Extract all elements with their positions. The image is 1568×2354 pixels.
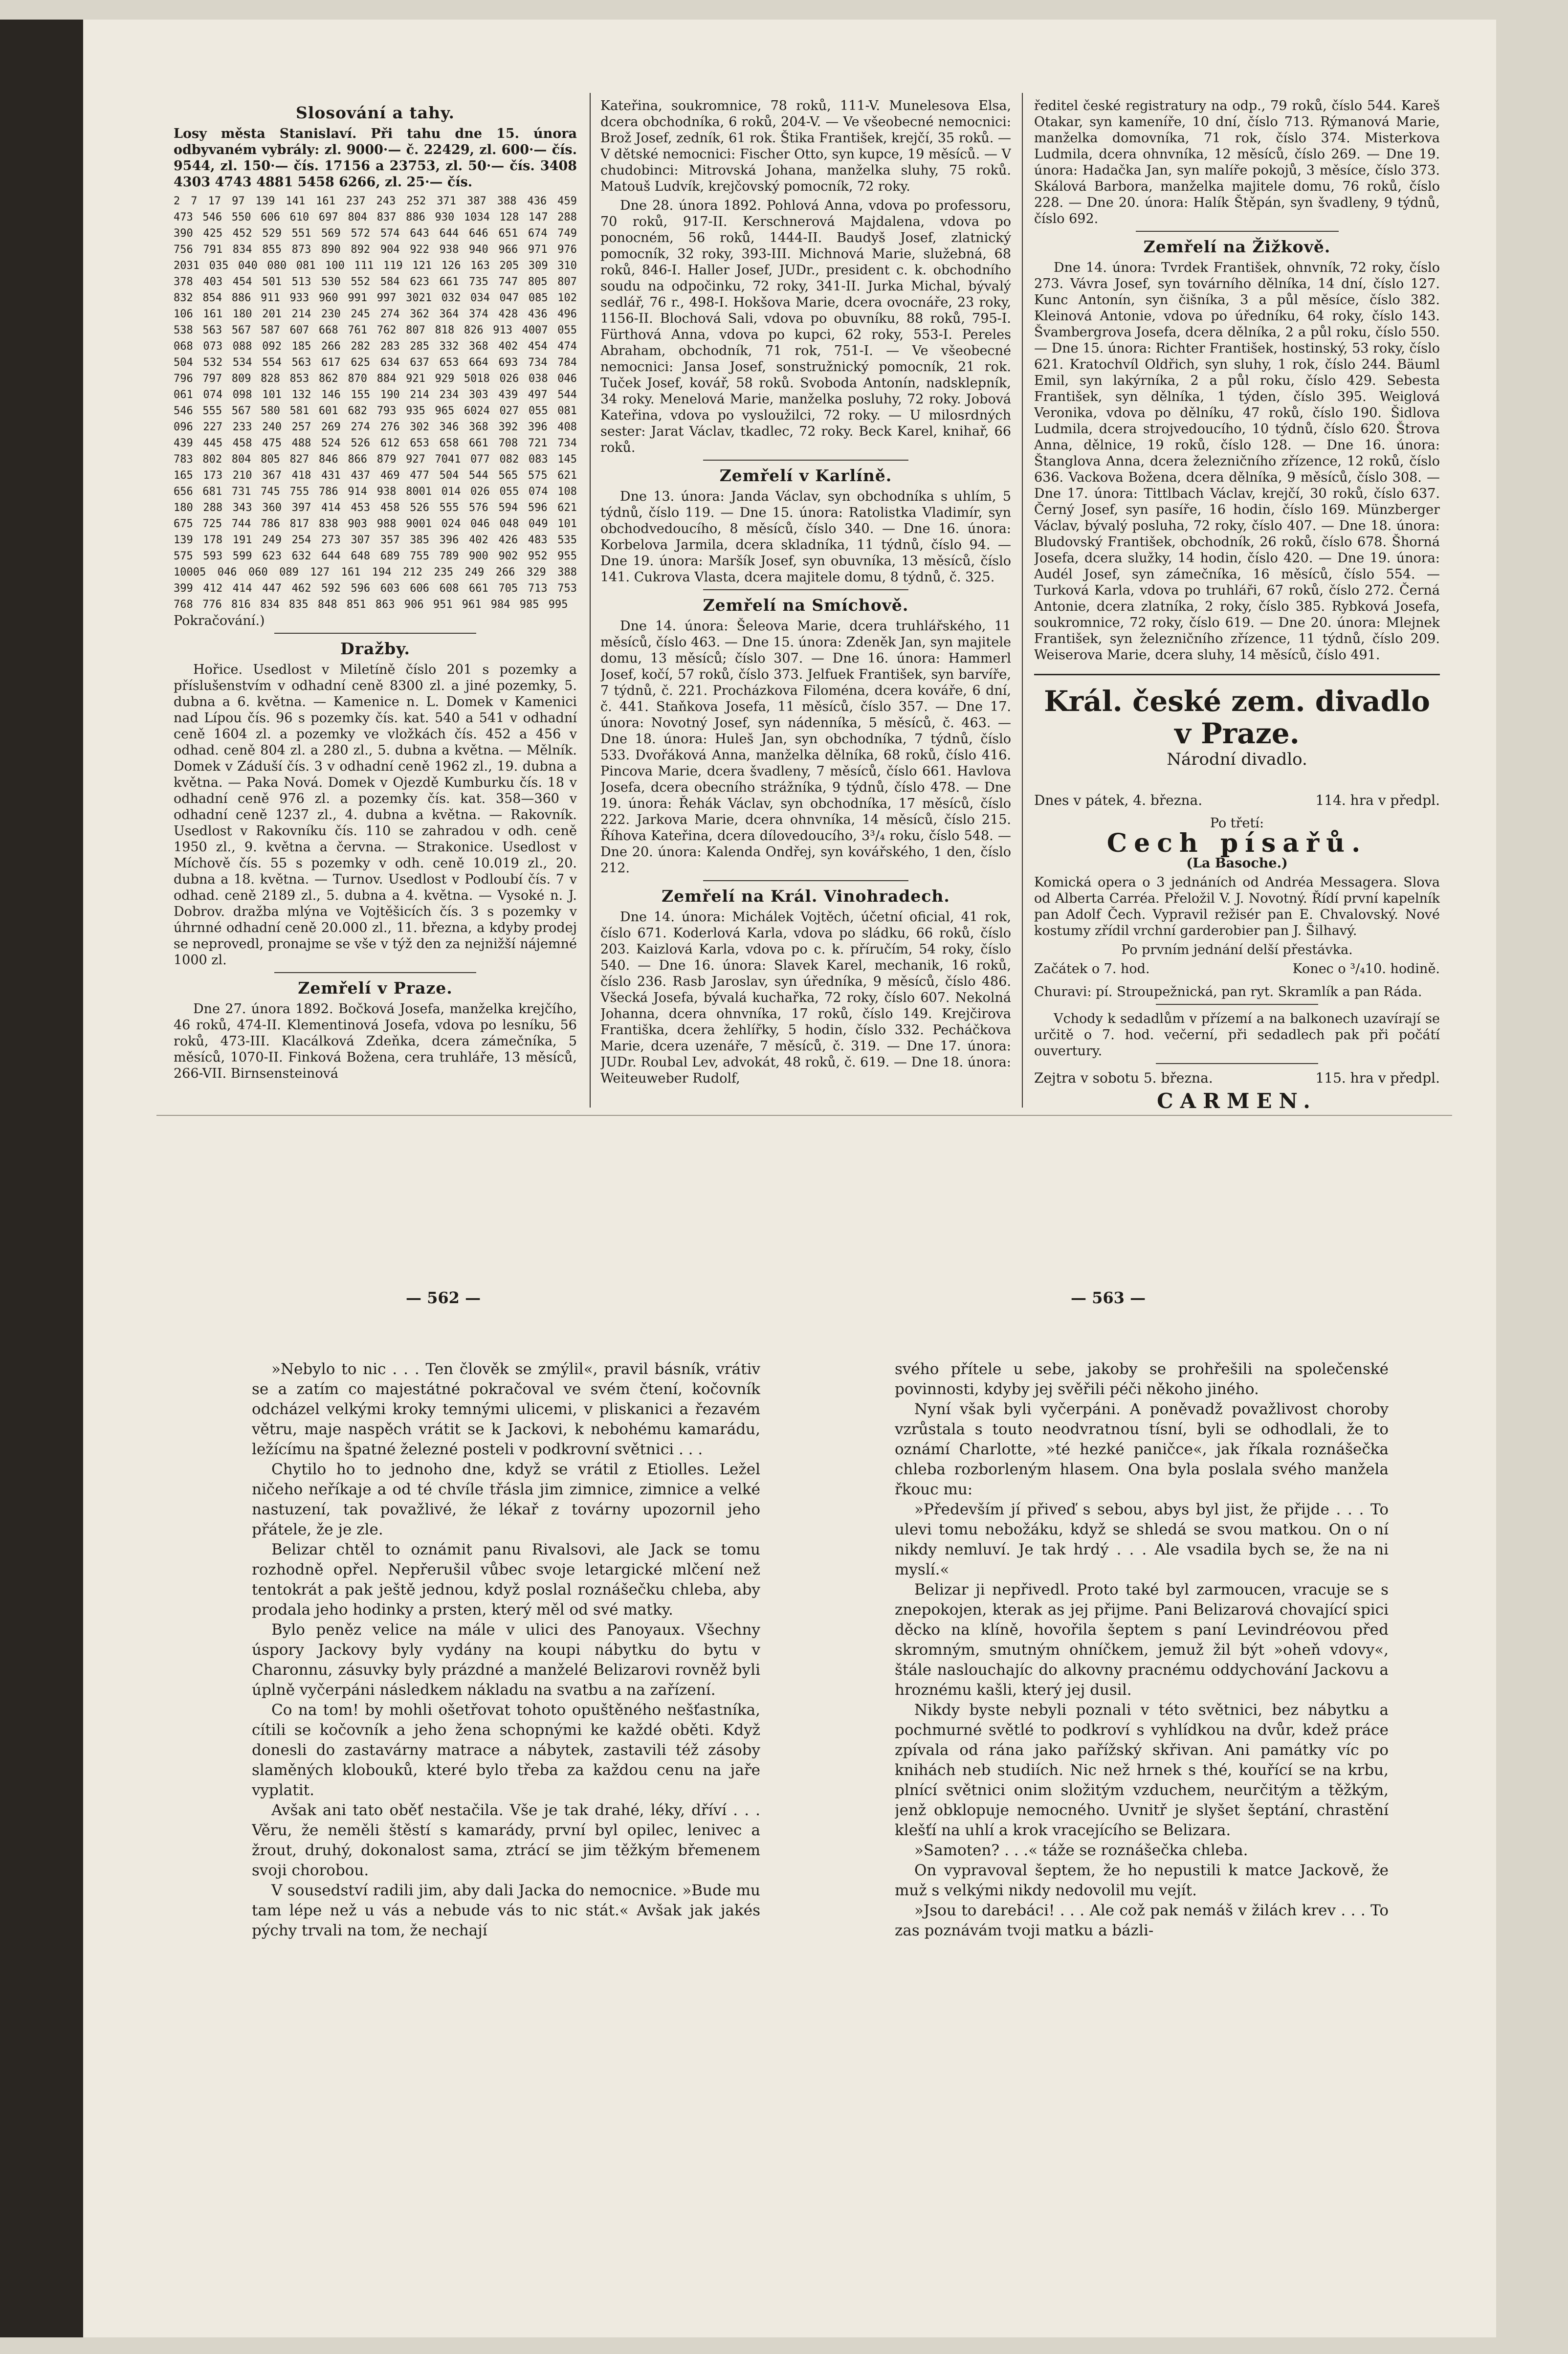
tomorrow-play: CARMEN.: [1157, 1089, 1317, 1110]
divider: [703, 589, 908, 590]
deaths-vinohrady-heading: Zemřelí na Král. Vinohradech.: [662, 887, 950, 906]
story-right-column: [895, 1359, 1389, 2313]
column-3: [1034, 98, 1440, 1110]
page-number-left: — 562 —: [406, 1288, 481, 1307]
story-left-paragraph: Avšak ani tato oběť nestačila. Vše je tak drahé, léky, dříví . . . Věru, že neměli štěstí s kamarády, první byl opilec, lenivec a žrout, druhý, dokonalost sama, ztrácí se jim těžkým břemenem svoji chorobou.: [252, 1801, 760, 1879]
story-left-paragraph: Chytilo ho to jednoho dne, když se vrátil z Etiolles. Ležel ničeho neříkaje a od té chvíle třásla jim zimnice, zimnice a velké nastuzení, tak považlivé, že lékař z továrny upozornil jeho přátele, že je zle.: [252, 1461, 760, 1538]
story-left-paragraph: V sousedství radili jim, aby dali Jacka do nemocnice. »Bude mu tam lépe než u vás a nebude vás to nic stát.« Avšak jak jakés pýchy trvali na tom, že nechají: [252, 1882, 760, 1939]
deaths-zizkov-text: Dne 14. února: Tvrdek František, ohnvník, 72 roky, číslo 273. Vávra Josef, syn továrního dělníka, 14 dní, číslo 127. Kunc Antonín, syn čišníka, 3 a půl měsíce, číslo 382. Kleinová Antonie, vdova po úředníku, 64 roky, číslo 143. Švambergrova Josefa, dcera dělníka, 2 a půl roku, číslo 550. — Dne 15. února: Richter František, hostinský, 53 roky, číslo 621. Kratochvíl Oldřich, syn sluhy, 1 rok, číslo 244. Bäuml Emil, syn lakýrníka, 2 a půl roku, číslo 429. Sebesta František, syn dělníka, 1 týden, číslo 395. Weiglová Veronika, vdova po dělníku, 47 roků, číslo 190. Šidlova Ludmila, dcera strojvedoucího, 10 týdnů, číslo 620. Štrova Anna, dělnice, 19 roků, číslo 128. — Dne 16. února: Štanglova Anna, dcera železničního zřízence, 12 roků, číslo 636. Vackova Božena, dcera dělníka, 9 měsíců, číslo 308. — Dne 17. února: Tittlbach Václav, krejčí, 30 roků, číslo 637. Černý Josef, syn pasíře, 16 hodin, číslo 169. Münzberger Václav, bývalý posluha, 72 roky, číslo 407. — Dne 18. února: Bludovský František, obchodník, 26 roků, číslo 678. Šhorná Josefa, dcera služky, 14 hodin, číslo 420. — Dne 19. února: Audél Josef, syn zámečníka, 16 měsíců, číslo 554. — Turková Karla, vdova po truhláři, 67 roků, číslo 272. Černá Antonie, dcera zlatníka, 2 roky, číslo 385. Rybková Josefa, soukromnice, 72 roky, číslo 619. — Dne 20. února: Mlejnek František, syn železničního zřízence, 11 týdnů, číslo 209. Weiserova Marie, dcera sluhy, 14 měsíců, číslo 491.: [1034, 260, 1440, 663]
deaths-prague-cont-1: Kateřina, soukromnice, 78 roků, 111-V. Munelesova Elsa, dcera obchodníka, 6 roků, 204-V. — Ve všeobecné nemocnici: Brož Josef, zedník, 61 rok. Štika František, krejčí, 35 roků. — V dětské nemocnici: Fischer Otto, syn kupce, 19 měsíců. — V chudobinci: Mitrovská Johana, manželka sluhy, 75 roků. Matouš Ludvík, krejčovský pomocník, 72 roky.: [600, 98, 1011, 194]
performance-count: Po třetí:: [1210, 816, 1264, 831]
story-right-paragraph: »Především jí přiveď s sebou, abys byl jist, že přijde . . . To ulevi tomu nebožáku, když se shledá se svou matkou. On o ní nikdy nemluví. Je tak hrdý . . . Ale vsadila bych se, že na ni myslí.«: [895, 1501, 1389, 1578]
story-left-paragraph: Belizar chtěl to oznámit panu Rivalsovi, ale Jack se tomu rozhodně opřel. Nepřerušil vůbec svoje letargické mlčení než tentokrát a pak ještě jednou, když poslal roznášečku chleba, aby prodala jeho hodinky a prsten, který měl od své matky.: [252, 1541, 760, 1619]
deaths-smichov-heading: Zemřelí na Smíchově.: [703, 596, 909, 615]
section-divider: [156, 1115, 1452, 1116]
story-right-paragraph: svého přítele u sebe, jakoby se prohřešili na společenské povinnosti, kdyby jej svěřili péči někoho jiného.: [895, 1360, 1389, 1398]
page-number-right: — 563 —: [1071, 1288, 1146, 1307]
column-2: [600, 98, 1011, 1110]
theater-title: Král. české zem. divadlo v Praze.: [1044, 685, 1430, 750]
lottery-numbers: 2 7 17 97 139 141 161 237 243 252 371 387 388 436 459 473 546 550 606 610 697 804 837 886 930 1034 128 147 288 390 425 452 529 551 569 572 574 643 644 646 651 674 749 756 791 834 855 873 890 892 904 922 938 940 966 971 976 2031 035 040 080 081 100 111 119 121 126 163 205 309 310 378 403 454 501 513 530 552 584 623 661 735 747 805 807 832 854 886 911 933 960 991 997 3021 032 034 047 085 102 106 161 180 201 214 230 245 274 362 364 374 428 436 496 538 563 567 587 607 668 761 762 807 818 826 913 4007 055 068 073 088 092 185 266 282 283 285 332 368 402 454 474 504 532 534 554 563 617 625 634 637 653 664 693 734 784 796 797 809 828 853 862 870 884 921 929 5018 026 038 046 061 074 098 101 132 146 155 190 214 234 303 439 497 544 546 555 567 580 581 601 682 793 935 965 6024 027 055 081 096 227 233 240 257 269 274 276 302 346 368 392 396 408 439 445 458 475 488 524 526 612 653 658 661 708 721 734 783 802 804 805 827 846 866 879 927 7041 077 082 083 145 165 173 210 367 418 431 437 469 477 504 544 565 575 621 656 681 731 745 755 786 914 938 8001 014 026 055 074 108 180 288 343 360 397 414 453 458 526 555 576 594 596 621 675 725 744 786 817 838 903 988 9001 024 046 048 049 101 139 178 191 249 254 273 307 357 385 396 402 426 483 535 575 593 599 623 632 644 648 689 755 789 900 902 952 955 10005 046 060 089 127 161 194 212 235 249 266 329 388 399 412 414 447 462 592 596 603 606 608 661 705 713 753 768 776 816 834 835 848 851 863 906 951 961 984 985 995: [174, 195, 577, 611]
tomorrow-subscription: 115. hra v předpl.: [1315, 1070, 1440, 1086]
story-left-column: [252, 1359, 760, 2313]
today-line: [1034, 792, 1440, 808]
column-rule-1: [590, 93, 591, 1108]
story-right-paragraph: »Jsou to darebáci! . . . Ale což pak nemáš v žilách krev . . . To zas poznávám tvoji matku a bázli-: [895, 1902, 1389, 1939]
deaths-smichov-text: Dne 14. února: Šeleova Marie, dcera truhlářského, 11 měsíců, číslo 463. — Dne 15. února: Zdeněk Jan, syn majitele domu, 13 měsíců; číslo 307. — Dne 16. února: Hammerl Josef, kočí, 57 roků, číslo 373. Jelfuek František, syn barvíře, 7 týdnů, č. 221. Procházkova Filoména, dcera kováře, 6 dní, č. 441. Staňkova Josefa, 11 měsíců, číslo 357. — Dne 17. února: Novotný Josef, syn nádenníka, 5 měsíců, č. 463. — Dne 18. února: Huleš Jan, syn obchodníka, 7 týdnů, číslo 533. Dvořáková Anna, manželka dělníka, 68 roků, číslo 416. Pincova Marie, dcera švadleny, 7 měsíců, číslo 661. Havlova Josefa, dcera obecního strážníka, 9 týdnů, číslo 478. — Dne 19. února: Řehák Václav, syn obchodníka, 17 měsíců, číslo 222. Jarkova Marie, dcera ohnvníka, 14 měsíců, číslo 215. Říhova Kateřina, dcera dílovedoucího, 3³/₄ roku, číslo 548. — Dne 20. února: Kalenda Ondřej, syn kovářského, 1 den, číslo 212.: [600, 619, 1011, 876]
divider: [703, 460, 908, 461]
story-right-paragraph: Nikdy byste nebyli poznali v této světnici, bez nábytku a pochmurné světlé to podkroví s vyhlídkou na dvůr, kdež práce zpívala od rána jako pařížský skřivan. Ani památky víc po knihách neb studiích. Nic než hrnek s thé, kouřící se na krbu, plnící světnici onim složitým vzduchem, neurčitým a těžkým, jenž obklopuje nemocného. Uvnitř je slyšet šeptání, chrastění klešťí na uhlí a krok vracejícího se Belizara.: [895, 1701, 1389, 1839]
story-left-paragraph: Bylo peněz velice na mále v ulici des Panoyaux. Všechny úspory Jackovy byly vydány na koupi nábytku do bytu v Charonnu, zásuvky byly prázdné a manželé Belizarovi rovněž byli úplně vyčerpáni následkem nákladu na svatbu a na zařízení.: [252, 1621, 760, 1699]
play-description: Komická opera o 3 jednáních od Andréa Messagera. Slova od Alberta Carréa. Přeložil V. J. Novotný. Řídí první kapelník pan Adolf Čech. Vypravil režisér pan E. Chvalovský. Nové kostumy zřídil vrchní garderobier pan J. Šilhavý.: [1034, 875, 1440, 938]
today-date: Dnes v pátek, 4. března.: [1034, 792, 1203, 808]
divider: [703, 880, 908, 881]
entry-notice: Vchody k sedadlům v přízemí a na balkonech uzavírají se určitě o 7. hod. večerní, při sedadlech pak při počátí ouvertury.: [1034, 1011, 1440, 1059]
theater-subtitle: Národní divadlo.: [1167, 750, 1307, 769]
play-title: Cech písařů.: [1106, 828, 1368, 858]
intermission-note: Po prvním jednání delší přestávka.: [1121, 942, 1353, 957]
theater-top-rule: [1034, 674, 1440, 675]
tomorrow-line: [1034, 1070, 1440, 1086]
newspaper-page: [83, 20, 1496, 2337]
story-right-paragraph: Nyní však byli vyčerpáni. A poněvadž považlivost choroby vzrůstala s touto neodvratnou tísní, byli se odhodlali, že to oznámí Charlotte, »té hezké paničce«, jak říkala roznášečka chleba rozborleným hlasem. Ona byla poslala svého manžela řkouc mu:: [895, 1400, 1389, 1498]
divider: [1156, 1063, 1318, 1064]
deaths-karlin-heading: Zemřelí v Karlíně.: [719, 466, 892, 485]
auctions-text: Hořice. Usedlost v Miletíně číslo 201 s pozemky a příslušenstvím v odhadní ceně 8300 zl. a jiné pozemky, 5. dubna a 6. května. — Kamenice n. L. Domek v Kamenici nad Lípou čís. 96 s pozemky čís. kat. 540 a 541 v odhadní ceně 1604 zl. a pozemky ve vložkách čís. 452 a 456 v odhad. ceně 804 zl. a 280 zl., 5. dubna a května. — Mělník. Domek v Záduší čís. 3 v odhadní ceně 1962 zl., 19. dubna a května. — Paka Nová. Domek v Ojezdě Kumburku čís. 18 v odhadní ceně 976 zl. a pozemky čís. kat. 358—360 v odhadní ceně 1237 zl., 4. dubna a května. — Rakovník. Usedlost v Rakovníku čís. 110 se zahradou v odh. ceně 1950 zl., 9. května a června. — Strakonice. Usedlost v Míchově čís. 55 s pozemky v odh. ceně 10.019 zl., 20. dubna a 18. května. — Turnov. Usedlost v Podloubí čís. 7 v odhad. ceně 2189 zl., 5. dubna a 4. května. — Vysoké n. J. Dobrov. dražba mlýna ve Vojtěšicích čís. 3 s pozemky v úhrnné odhadní ceně 20.000 zl., 11. března, a kdyby prodej se neprovedl, pronajme se vše v týž den za nejnižší nájemné 1000 zl.: [174, 662, 577, 968]
start-time: Začátek o 7. hod.: [1034, 961, 1150, 977]
column-1: [174, 98, 577, 1110]
time-line: [1034, 961, 1440, 977]
deaths-prague-heading: Zemřelí v Praze.: [298, 978, 453, 998]
story-right-paragraph: »Samoten? . . .« táže se roznášečka chleba.: [914, 1842, 1248, 1859]
column-rule-2: [1022, 93, 1023, 1108]
divider: [1156, 1004, 1318, 1005]
deaths-karlin-text: Dne 13. února: Janda Václav, syn obchodníka s uhlím, 5 týdnů, číslo 119. — Dne 15. února: Ratolistka Vladimír, syn obchodvedoucího, 8 měsíců, číslo 340. — Dne 16. února: Korbelova Jarmila, dcera skladníka, 11 týdnů, číslo 94. — Dne 19. února: Maršík Josef, syn obuvníka, 13 měsíců, číslo 141. Cukrova Vlasta, dcera majitele domu, 8 týdnů, č. 325.: [600, 489, 1011, 585]
lottery-heading: Slosování a tahy.: [296, 103, 455, 122]
deaths-vinohrady-cont: ředitel české registratury na odp., 79 roků, číslo 544. Kareš Otakar, syn kameníře, 10 dní, číslo 713. Rýmanová Marie, manželka domovníka, 71 rok, číslo 374. Misterkova Ludmila, dcera ohnvníka, 12 měsíců, číslo 269. — Dne 19. února: Hadačka Jan, syn malíře pokojů, 3 měsíce, číslo 373. Skálová Barbora, manželka majitele domu, 76 roků, číslo 228. — Dne 20. února: Halík Štěpán, syn švadleny, 9 týdnů, číslo 692.: [1034, 98, 1440, 226]
today-subscription: 114. hra v předpl.: [1315, 792, 1440, 808]
lottery-intro: Losy města Stanislaví. Při tahu dne 15. února odbyvaném vybrály: zl. 9000·— č. 22429, zl. 600·— čís. 9544, zl. 150·— čís. 17156 a 23753, zl. 50·— čís. 3408 4303 4743 4881 5458 6266, zl. 25·— čís.: [174, 126, 577, 190]
divider: [274, 972, 476, 973]
divider: [1136, 231, 1339, 232]
deaths-prague-text: Dne 27. února 1892. Bočková Josefa, manželka krejčího, 46 roků, 474-II. Klementinová Josefa, vdova po lesníku, 56 roků, 473-III. Klacálková Zdeňka, dcera zámečníka, 5 měsíců, 1070-II. Finková Božena, cera truhláře, 13 měsíců, 266-VII. Birnsensteinová: [174, 1001, 577, 1081]
story-left-paragraph: Co na tom! by mohli ošetřovat tohoto opuštěného nešťastníka, cítili se kočovník a jeho žena schopnými ke každé oběti. Když donesli do zastavárny matrace a nábytek, zastavili též zásoby slaměných klobouků, které bylo třeba za každou cenu na jaře vyplatit.: [252, 1701, 760, 1799]
sick-note: Churavi: pí. Stroupežnická, pan ryt. Skramlík a pan Ráda.: [1034, 984, 1422, 999]
story-right-paragraph: Belizar ji nepřivedl. Proto také byl zarmoucen, vracuje se s znepokojen, kterak as jej přijme. Pani Belizarová chovající spici děcko na klíně, hovořila šeptem s paní Levindréovou před skromným, smutným ohníčkem, jemuž žil být »oheň vdovy«, štále naslouchajíc do alkovny pracnému oddychování Jackovu a hroznému kašli, který jej dusil.: [895, 1581, 1389, 1699]
story-right-paragraph: On vypravoval šeptem, že ho nepustili k matce Jackově, že muž s velkými nikdy nedovolil mu vejít.: [895, 1862, 1389, 1899]
lottery-continued: Pokračování.): [174, 613, 265, 628]
end-time: Konec o ³/₄10. hodině.: [1292, 961, 1440, 977]
divider: [274, 633, 476, 634]
auctions-heading: Dražby.: [340, 639, 411, 658]
deaths-zizkov-heading: Zemřelí na Žižkově.: [1143, 237, 1331, 256]
tomorrow-date: Zejtra v sobotu 5. března.: [1034, 1070, 1213, 1086]
deaths-prague-cont-2: Dne 28. února 1892. Pohlová Anna, vdova po professoru, 70 roků, 917-II. Kerschnerová Majdalena, vdova po ponocném, 56 roků, 1444-II. Baudyš Josef, zlatnický pomocník, 32 roky, 393-III. Michnová Marie, služebná, 68 roků, 846-I. Haller Josef, JUDr., president c. k. obchodního soudu na odpočinku, 72 roky, 341-II. Jurka Michal, bývalý sedlář, 76 r., 498-I. Hokšova Marie, dcera ovocnáře, 23 roky, 1156-II. Blochová Sali, vdova po obuvníku, 88 roků, 795-I. Fürthová Anna, vdova po kupci, 62 roky, 553-I. Pereles Abraham, obchodník, 71 rok, 751-I. — Ve všeobecné nemocnici: Jansa Josef, sonstružnický pomocník, 21 rok. Tuček Josef, kovář, 58 roků. Svoboda Antonín, nadsklepník, 34 roky. Menelová Marie, manželka posluhy, 72 roky. Jobová Kateřina, vdova po vysloužilci, 72 roky. — U milosrdných sester: Jarat Václav, tkadlec, 72 roky. Beck Karel, knihař, 66 roků.: [600, 198, 1011, 455]
play-subtitle: (La Basoche.): [1186, 856, 1288, 871]
story-left-paragraph: »Nebylo to nic . . . Ten člověk se zmýlil«, pravil básník, vrátiv se a zatím co majestátné pokračoval ve svém čtení, kočovník odcházel velkými kroky temnými ulicemi, v pliskanici a řezavém větru, maje naspěch vrátit se k Jackovi, k nebohému kamarádu, ležícímu na špatné železné posteli v podkrovní světnici . . .: [252, 1360, 760, 1458]
deaths-vinohrady-text: Dne 14. února: Michálek Vojtěch, účetní oficial, 41 rok, číslo 671. Koderlová Karla, vdova po sládku, 66 roků, číslo 203. Kaizlová Karla, vdova po c. k. příručím, 54 roky, číslo 540. — Dne 16. února: Slavek Karel, mechanik, 16 roků, číslo 236. Rasb Jaroslav, syn úředníka, 9 měsíců, číslo 486. Všecká Josefa, bývalá kuchařka, 72 roky, číslo 607. Nekolná Johanna, dcera ohnvníka, 17 roků, číslo 149. Krejčirova Františka, dcera žehlířky, 5 hodin, číslo 332. Pecháčkova Marie, dcera uzenáře, 7 měsíců, č. 319. — Dne 17. února: JUDr. Roubal Lev, advokát, 48 roků, č. 619. — Dne 18. února: Weiteuweber Rudolf,: [600, 910, 1011, 1086]
